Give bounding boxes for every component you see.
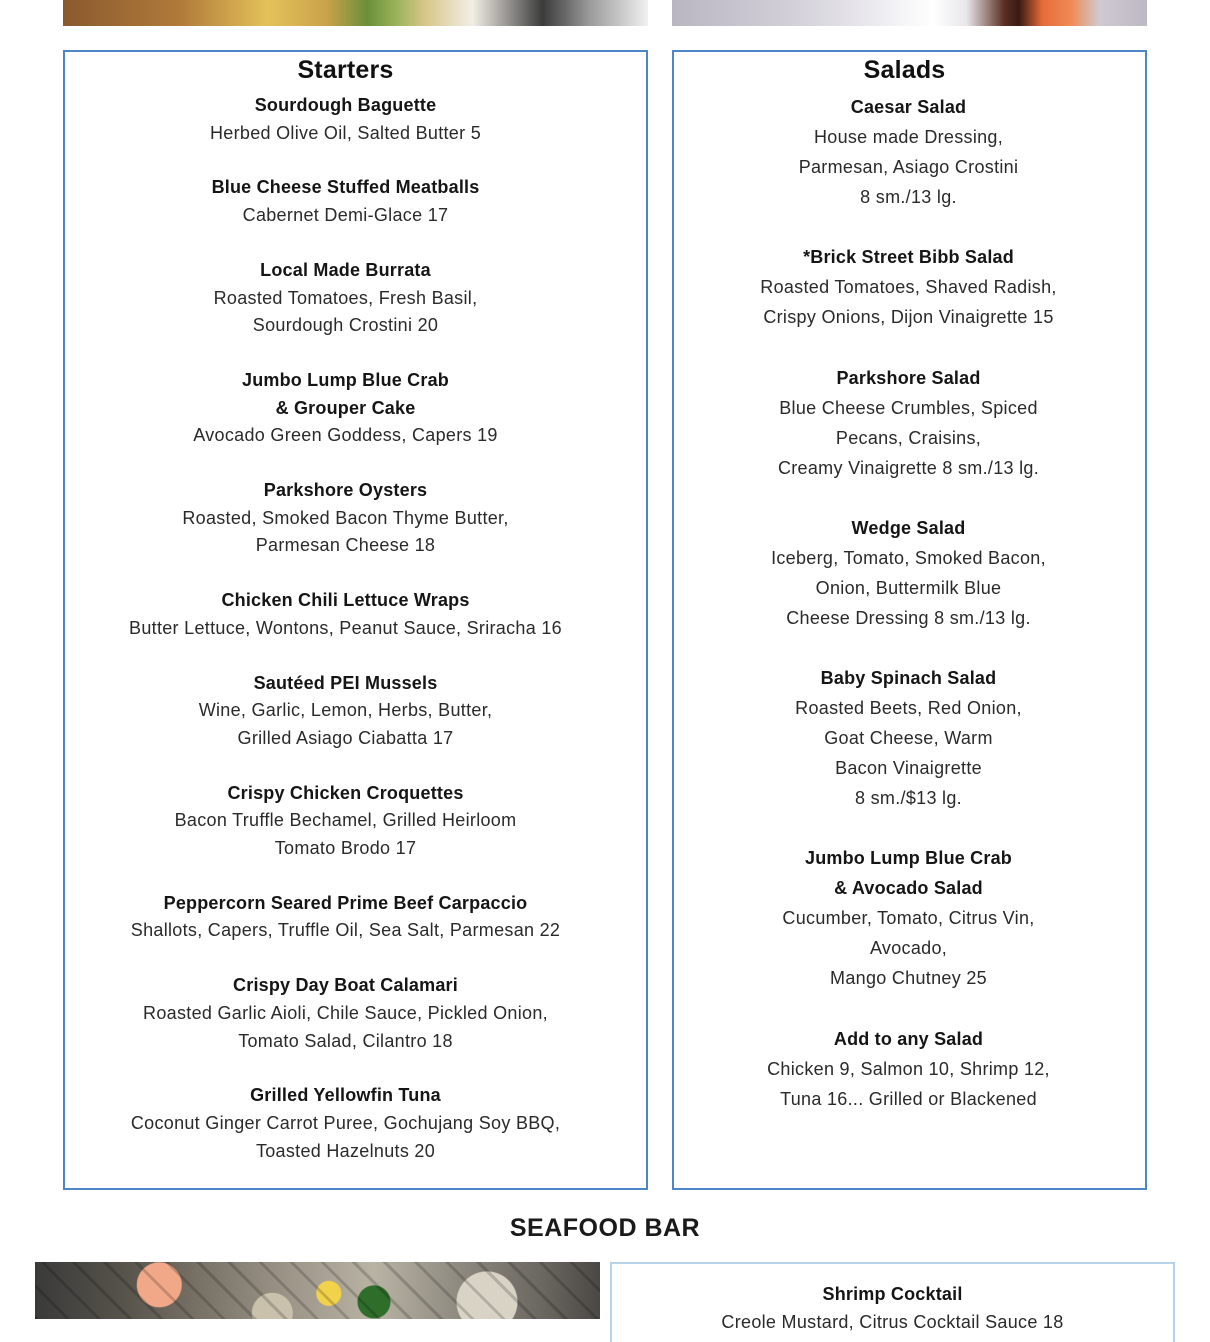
- menu-item: [45, 174, 646, 229]
- item-name: Crispy Chicken Croquettes: [227, 782, 464, 803]
- item-name: Sautéed PEI Mussels: [253, 672, 438, 693]
- menu-item: [45, 257, 646, 340]
- item-description: Bacon Truffle Bechamel, Grilled Heirloom: [174, 810, 517, 831]
- starters-title: Starters: [297, 56, 394, 84]
- item-description: Wine, Garlic, Lemon, Herbs, Butter,: [198, 700, 493, 721]
- item-name: Jumbo Lump Blue Crab: [804, 848, 1012, 869]
- item-description: Creole Mustard, Citrus Cocktail Sauce 18: [721, 1312, 1064, 1332]
- menu-item: [45, 1082, 646, 1165]
- menu-item: [45, 587, 646, 642]
- item-description: Grilled Asiago Ciabatta 17: [237, 727, 454, 748]
- item-price: 8 sm./$13 lg.: [855, 788, 962, 809]
- item-description: Roasted, Smoked Bacon Thyme Butter,: [182, 507, 509, 528]
- item-description: Cheese Dressing 8 sm./13 lg.: [786, 607, 1031, 628]
- item-description: Chicken 9, Salmon 10, Shrimp 12,: [767, 1058, 1050, 1079]
- starters-food-photo: [63, 0, 648, 26]
- item-description: Roasted Tomatoes, Fresh Basil,: [213, 287, 478, 308]
- item-description: Cabernet Demi-Glace 17: [242, 205, 449, 226]
- seafood-item-list: [612, 1280, 1173, 1336]
- menu-item: [672, 513, 1145, 633]
- item-name: Local Made Burrata: [260, 259, 431, 280]
- menu-item: [45, 670, 646, 753]
- item-description: Tomato Salad, Cilantro 18: [238, 1030, 453, 1051]
- item-description: Blue Cheese Crumbles, Spiced: [779, 397, 1038, 418]
- starters-menu-box: [63, 50, 648, 1190]
- item-description: Mango Chutney 25: [830, 968, 987, 989]
- item-description: Herbed Olive Oil, Salted Butter 5: [209, 122, 482, 143]
- item-description: Butter Lettuce, Wontons, Peanut Sauce, Sriracha 16: [129, 617, 562, 638]
- menu-item: [672, 242, 1145, 332]
- item-description: Crispy Onions, Dijon Vinaigrette 15: [763, 307, 1054, 328]
- item-description: Parmesan, Asiago Crostini: [798, 157, 1019, 177]
- item-name: Sourdough Baguette: [254, 95, 437, 115]
- item-description: House made Dressing,: [813, 127, 1004, 147]
- item-description: Bacon Vinaigrette: [835, 758, 982, 779]
- menu-item: [45, 890, 646, 945]
- item-name: Grilled Yellowfin Tuna: [250, 1085, 441, 1106]
- item-description: Toasted Hazelnuts 20: [255, 1140, 436, 1161]
- menu-item: [672, 663, 1145, 813]
- menu-item: [45, 477, 646, 560]
- item-description: Roasted Beets, Red Onion,: [795, 698, 1022, 719]
- menu-item: [45, 92, 646, 147]
- item-name: Wedge Salad: [851, 517, 966, 538]
- menu-item: [612, 1280, 1173, 1336]
- item-description: Parmesan Cheese 18: [255, 535, 436, 556]
- menu-item: [672, 363, 1145, 483]
- menu-item: [672, 843, 1145, 993]
- item-description: Shallots, Capers, Truffle Oil, Sea Salt, Parmesan 22: [130, 920, 561, 941]
- item-description: Tuna 16... Grilled or Blackened: [780, 1088, 1037, 1109]
- item-name: Shrimp Cocktail: [822, 1284, 963, 1304]
- item-price: 8 sm./13 lg.: [860, 187, 957, 207]
- item-name: Chicken Chili Lettuce Wraps: [221, 590, 470, 611]
- item-name: Parkshore Oysters: [263, 480, 428, 501]
- item-description: Iceberg, Tomato, Smoked Bacon,: [771, 547, 1046, 568]
- item-name: Peppercorn Seared Prime Beef Carpaccio: [163, 892, 528, 913]
- item-description: Avocado,: [869, 938, 948, 959]
- menu-item: [672, 92, 1145, 212]
- item-description: Pecans, Craisins,: [835, 427, 982, 448]
- item-description: Cucumber, Tomato, Citrus Vin,: [782, 908, 1035, 929]
- item-name: Crispy Day Boat Calamari: [233, 975, 458, 996]
- menu-item: [672, 1024, 1145, 1114]
- menu-item: [45, 367, 646, 450]
- salads-title: Salads: [863, 56, 946, 84]
- item-description: Avocado Green Goddess, Capers 19: [193, 425, 498, 446]
- menu-item: [45, 972, 646, 1055]
- item-description: Roasted Garlic Aioli, Chile Sauce, Pickled Onion,: [143, 1002, 548, 1023]
- item-name: Baby Spinach Salad: [820, 668, 997, 689]
- item-description: Sourdough Crostini 20: [252, 315, 439, 336]
- item-description: Coconut Ginger Carrot Puree, Gochujang Soy BBQ,: [130, 1113, 561, 1133]
- seafood-bar-heading: SEAFOOD BAR: [509, 1214, 701, 1242]
- item-name: Parkshore Salad: [836, 367, 981, 388]
- seafood-bar-menu-box: [610, 1262, 1175, 1342]
- item-description: Tomato Brodo 17: [274, 837, 417, 858]
- item-name-line-2: & Avocado Salad: [834, 878, 983, 899]
- seafood-platter-photo: [35, 1262, 600, 1319]
- item-name: *Brick Street Bibb Salad: [803, 247, 1014, 268]
- item-name: Caesar Salad: [850, 97, 967, 117]
- item-name: Blue Cheese Stuffed Meatballs: [211, 177, 480, 198]
- starters-item-list: [45, 92, 646, 1192]
- item-description: Onion, Buttermilk Blue: [815, 577, 1002, 598]
- item-description: Creamy Vinaigrette 8 sm./13 lg.: [777, 457, 1040, 478]
- salads-item-list: [672, 92, 1145, 1144]
- item-name: Jumbo Lump Blue Crab: [241, 370, 449, 391]
- item-description: Roasted Tomatoes, Shaved Radish,: [760, 277, 1057, 298]
- item-description: Goat Cheese, Warm: [824, 728, 993, 749]
- menu-item: [45, 780, 646, 863]
- salads-food-photo: [672, 0, 1147, 26]
- item-name-line-2: & Grouper Cake: [275, 397, 416, 418]
- item-name: Add to any Salad: [833, 1028, 984, 1049]
- salads-menu-box: [672, 50, 1147, 1190]
